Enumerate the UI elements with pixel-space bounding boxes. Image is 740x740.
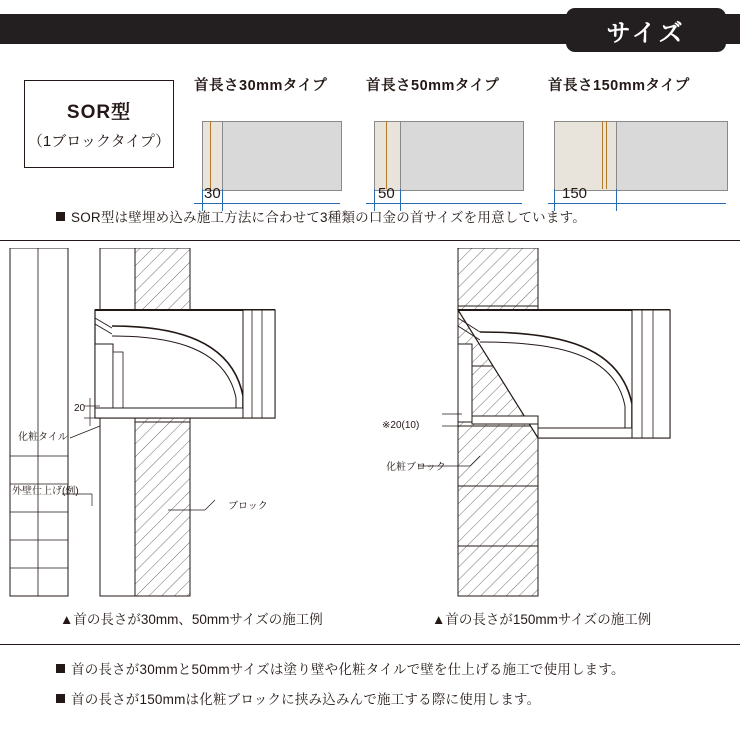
neck-line-150-a	[602, 121, 603, 189]
sor-title: SOR型	[66, 102, 132, 123]
body-150	[616, 121, 728, 191]
type-label-150: 首長さ150mmタイプ	[548, 78, 690, 94]
sor-subtitle: （1ブロックタイプ）	[27, 133, 171, 150]
type-block-50	[366, 74, 522, 219]
type-label-30: 首長さ30mmタイプ	[194, 78, 328, 94]
left-label-tile: 化粧タイル	[18, 432, 68, 443]
left-caption: ▲首の長さが30mm、50mmサイズの施工例	[60, 612, 323, 627]
note-bottom-2	[56, 690, 540, 710]
note-bottom-1-text: 首の長さが30mmと50mmサイズは塗り壁や化粧タイルで壁を仕上げる施工で使用します。	[71, 662, 625, 677]
dim-text-30: 30	[204, 185, 221, 202]
note-bottom-1	[56, 660, 625, 680]
neck-line-150-b	[606, 121, 607, 189]
type-figure-50	[366, 99, 522, 219]
body-30	[222, 121, 342, 191]
bullet-square-icon	[56, 694, 65, 703]
page-title: サイズ	[566, 8, 726, 52]
body-50	[400, 121, 524, 191]
type-figure-150	[548, 99, 726, 219]
neck-line-50	[386, 121, 387, 189]
dim-line-50	[366, 203, 522, 204]
note-top	[56, 208, 586, 228]
sor-type-box	[24, 80, 174, 168]
dim-line-30	[194, 203, 340, 204]
left-dim-20: 20	[74, 403, 86, 414]
type-block-150	[548, 74, 726, 219]
left-label-wall: 外壁仕上げ(例)	[12, 486, 79, 497]
neck-line-30	[210, 121, 211, 189]
left-label-block: ブロック	[228, 501, 268, 512]
dim-text-50: 50	[378, 185, 395, 202]
divider-top	[0, 240, 740, 241]
left-drawing	[0, 248, 370, 608]
right-dim-20: ※20(10)	[382, 420, 420, 431]
bullet-square-icon	[56, 212, 65, 221]
divider-bottom	[0, 644, 740, 645]
neck-30	[202, 121, 224, 191]
type-block-30	[194, 74, 340, 219]
right-drawing	[370, 248, 740, 608]
dim-text-150: 150	[562, 185, 588, 202]
note-top-text: SOR型は壁埋め込み施工方法に合わせて3種類の口金の首サイズを用意しています。	[71, 210, 586, 225]
type-label-50: 首長さ50mmタイプ	[366, 78, 500, 94]
right-caption: ▲首の長さが150mmサイズの施工例	[432, 612, 652, 627]
dim-ext-right-150	[616, 189, 617, 211]
neck-50	[374, 121, 402, 191]
dim-line-150	[548, 203, 726, 204]
right-label-block: 化粧ブロック	[386, 462, 446, 473]
right-drawing-svg	[370, 248, 740, 608]
bullet-square-icon	[56, 664, 65, 673]
neck-150	[554, 121, 618, 191]
type-figure-30	[194, 99, 340, 219]
note-bottom-2-text: 首の長さが150mmは化粧ブロックに挟み込みんで施工する際に使用します。	[71, 692, 541, 707]
